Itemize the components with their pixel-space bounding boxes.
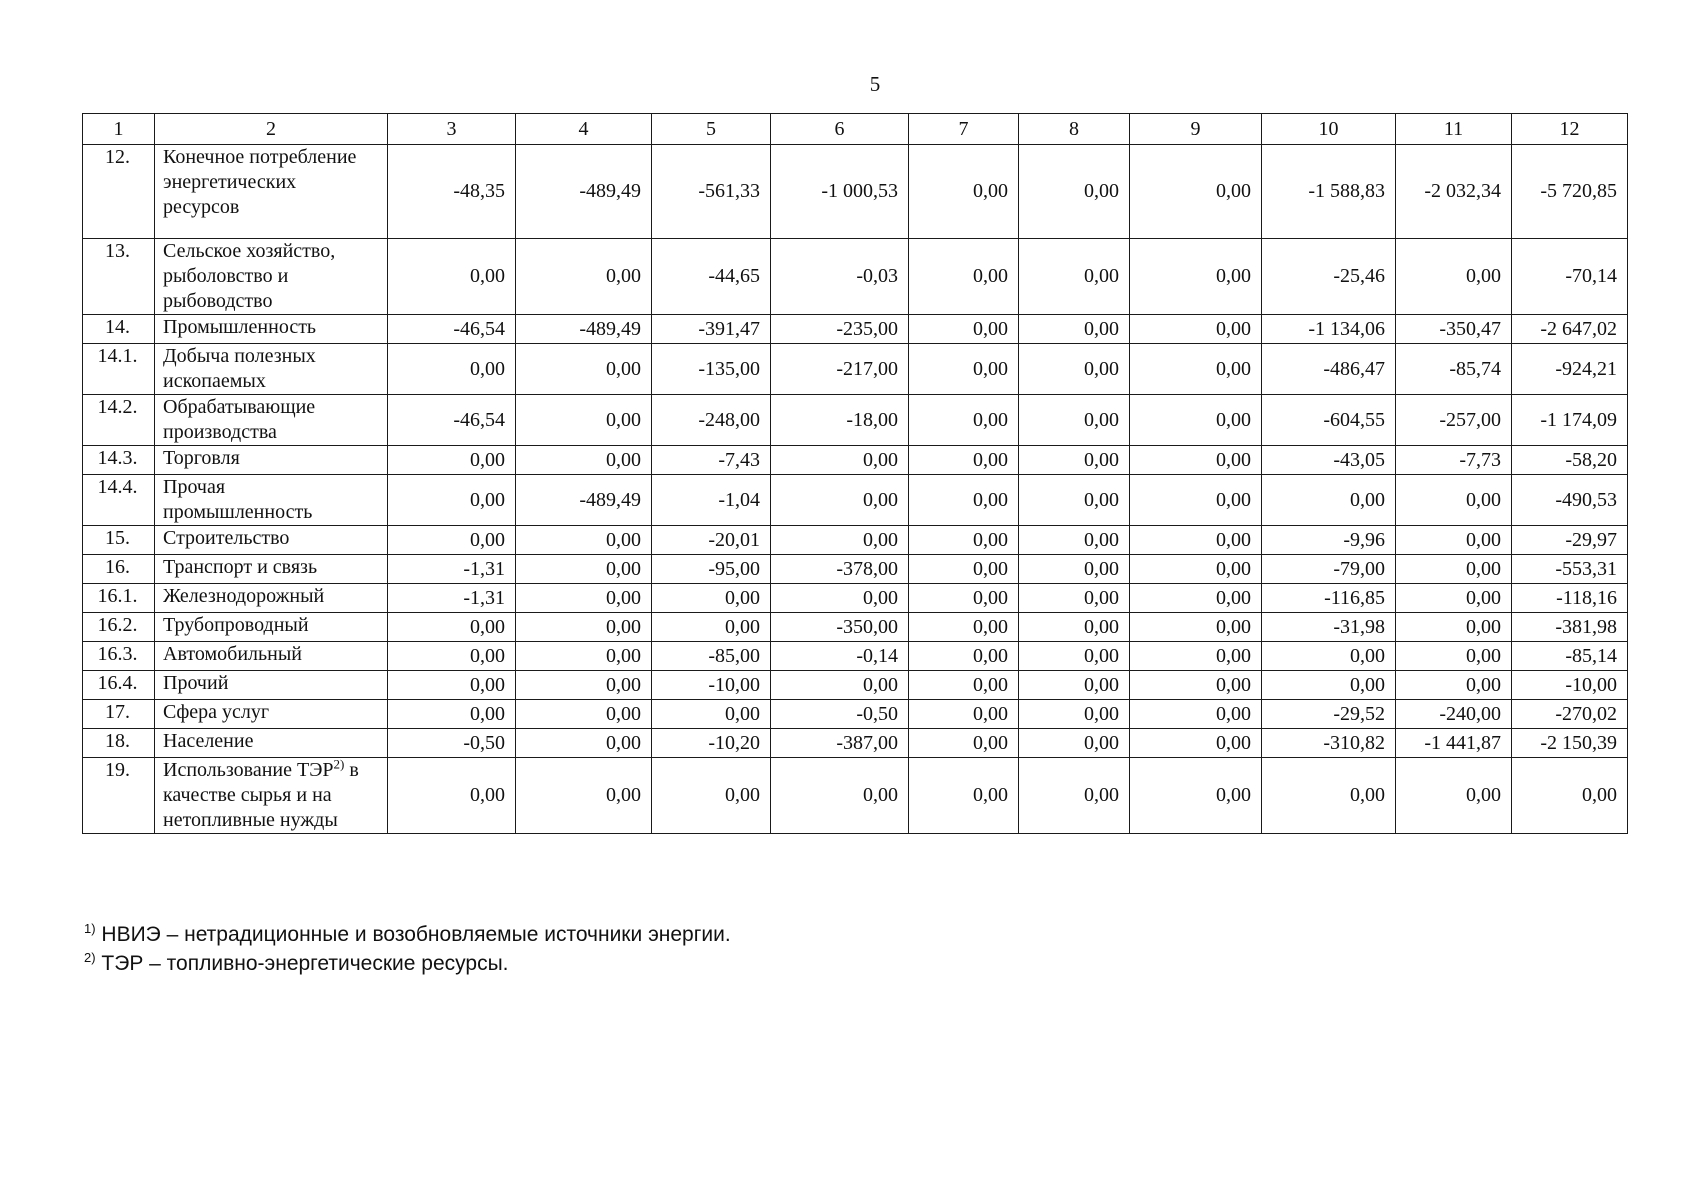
header-cell: 5 xyxy=(652,114,771,145)
footnote-mark: 1) xyxy=(84,921,96,936)
value-cell: -85,14 xyxy=(1512,642,1628,671)
value-cell: -1,31 xyxy=(388,555,516,584)
row-number: 13. xyxy=(83,239,155,315)
row-number: 18. xyxy=(83,729,155,758)
row-number: 16.1. xyxy=(83,584,155,613)
row-name-text: Трубопроводный xyxy=(163,614,309,636)
header-cell: 6 xyxy=(771,114,909,145)
value-cell: -1 441,87 xyxy=(1396,729,1512,758)
energy-balance-table xyxy=(82,113,1628,834)
value-cell: 0,00 xyxy=(1130,446,1262,475)
header-cell: 4 xyxy=(516,114,652,145)
row-name xyxy=(155,671,388,700)
value-cell: 0,00 xyxy=(1019,758,1130,834)
value-cell: -1 000,53 xyxy=(771,145,909,239)
table-row xyxy=(83,239,1628,315)
table-row xyxy=(83,526,1628,555)
value-cell: -350,47 xyxy=(1396,315,1512,344)
row-number: 15. xyxy=(83,526,155,555)
value-cell: 0,00 xyxy=(1512,758,1628,834)
table-row xyxy=(83,395,1628,446)
row-number: 14.1. xyxy=(83,344,155,395)
value-cell: -48,35 xyxy=(388,145,516,239)
value-cell: -604,55 xyxy=(1262,395,1396,446)
value-cell: 0,00 xyxy=(909,671,1019,700)
value-cell: -486,47 xyxy=(1262,344,1396,395)
value-cell: 0,00 xyxy=(516,700,652,729)
value-cell: 0,00 xyxy=(1019,642,1130,671)
row-name xyxy=(155,446,388,475)
row-name-text: Сфера услуг xyxy=(163,701,270,723)
value-cell: 0,00 xyxy=(1396,758,1512,834)
table-row xyxy=(83,700,1628,729)
row-name-text: Население xyxy=(163,730,254,752)
value-cell: 0,00 xyxy=(909,446,1019,475)
table-row xyxy=(83,446,1628,475)
row-name-text: Промышленность xyxy=(163,316,317,338)
value-cell: 0,00 xyxy=(652,700,771,729)
value-cell: 0,00 xyxy=(1019,729,1130,758)
value-cell: 0,00 xyxy=(1130,315,1262,344)
value-cell: -58,20 xyxy=(1512,446,1628,475)
value-cell: 0,00 xyxy=(1019,315,1130,344)
value-cell: 0,00 xyxy=(1130,758,1262,834)
value-cell: 0,00 xyxy=(388,700,516,729)
value-cell: 0,00 xyxy=(1130,642,1262,671)
row-number: 14.4. xyxy=(83,475,155,526)
row-name-text: Автомобильный xyxy=(163,643,302,665)
row-name-text: Добыча полезных ископаемых xyxy=(163,345,316,392)
value-cell: 0,00 xyxy=(771,671,909,700)
value-cell: 0,00 xyxy=(909,700,1019,729)
value-cell: 0,00 xyxy=(1130,555,1262,584)
value-cell: -7,43 xyxy=(652,446,771,475)
value-cell: 0,00 xyxy=(771,758,909,834)
value-cell: -310,82 xyxy=(1262,729,1396,758)
row-name-text: Обрабатывающие производства xyxy=(163,396,316,443)
value-cell: 0,00 xyxy=(909,758,1019,834)
header-cell: 2 xyxy=(155,114,388,145)
value-cell: 0,00 xyxy=(1396,475,1512,526)
row-number: 14.2. xyxy=(83,395,155,446)
value-cell: -31,98 xyxy=(1262,613,1396,642)
value-cell: -561,33 xyxy=(652,145,771,239)
value-cell: 0,00 xyxy=(1262,475,1396,526)
value-cell: -5 720,85 xyxy=(1512,145,1628,239)
value-cell: 0,00 xyxy=(1019,239,1130,315)
value-cell: -85,00 xyxy=(652,642,771,671)
value-cell: 0,00 xyxy=(1019,145,1130,239)
header-cell: 12 xyxy=(1512,114,1628,145)
value-cell: -257,00 xyxy=(1396,395,1512,446)
table-row xyxy=(83,145,1628,239)
value-cell: 0,00 xyxy=(1396,239,1512,315)
value-cell: -387,00 xyxy=(771,729,909,758)
value-cell: 0,00 xyxy=(516,642,652,671)
value-cell: -79,00 xyxy=(1262,555,1396,584)
value-cell: -489,49 xyxy=(516,145,652,239)
value-cell: -118,16 xyxy=(1512,584,1628,613)
value-cell: 0,00 xyxy=(909,239,1019,315)
row-name-text: Транспорт и связь xyxy=(163,556,318,578)
value-cell: 0,00 xyxy=(1130,729,1262,758)
value-cell: -135,00 xyxy=(652,344,771,395)
row-number: 16.2. xyxy=(83,613,155,642)
row-name xyxy=(155,315,388,344)
value-cell: -924,21 xyxy=(1512,344,1628,395)
row-name-text: Использование ТЭР xyxy=(163,759,334,781)
value-cell: -270,02 xyxy=(1512,700,1628,729)
value-cell: 0,00 xyxy=(516,671,652,700)
value-cell: -1 134,06 xyxy=(1262,315,1396,344)
row-name xyxy=(155,475,388,526)
value-cell: 0,00 xyxy=(1019,584,1130,613)
header-cell: 1 xyxy=(83,114,155,145)
row-name xyxy=(155,613,388,642)
row-name xyxy=(155,239,388,315)
value-cell: 0,00 xyxy=(388,239,516,315)
value-cell: 0,00 xyxy=(516,526,652,555)
value-cell: -235,00 xyxy=(771,315,909,344)
value-cell: -46,54 xyxy=(388,395,516,446)
header-cell: 3 xyxy=(388,114,516,145)
table-row xyxy=(83,729,1628,758)
value-cell: 0,00 xyxy=(1396,584,1512,613)
footnote-text: НВИЭ – нетрадиционные и возобновляемые источники энергии. xyxy=(95,923,731,946)
value-cell: 0,00 xyxy=(388,613,516,642)
value-cell: 0,00 xyxy=(516,344,652,395)
value-cell: 0,00 xyxy=(909,729,1019,758)
value-cell: 0,00 xyxy=(1396,613,1512,642)
header-cell: 9 xyxy=(1130,114,1262,145)
value-cell: -0,50 xyxy=(771,700,909,729)
value-cell: -350,00 xyxy=(771,613,909,642)
value-cell: -10,00 xyxy=(1512,671,1628,700)
value-cell: -0,14 xyxy=(771,642,909,671)
value-cell: 0,00 xyxy=(652,613,771,642)
value-cell: 0,00 xyxy=(909,555,1019,584)
value-cell: 0,00 xyxy=(388,642,516,671)
value-cell: 0,00 xyxy=(909,526,1019,555)
row-name xyxy=(155,526,388,555)
row-name xyxy=(155,344,388,395)
value-cell: -1 174,09 xyxy=(1512,395,1628,446)
value-cell: 0,00 xyxy=(516,584,652,613)
value-cell: -18,00 xyxy=(771,395,909,446)
value-cell: 0,00 xyxy=(909,315,1019,344)
row-name xyxy=(155,758,388,834)
value-cell: 0,00 xyxy=(1019,555,1130,584)
value-cell: 0,00 xyxy=(909,584,1019,613)
value-cell: 0,00 xyxy=(1262,671,1396,700)
value-cell: 0,00 xyxy=(1130,671,1262,700)
value-cell: 0,00 xyxy=(771,584,909,613)
value-cell: -29,52 xyxy=(1262,700,1396,729)
value-cell: -248,00 xyxy=(652,395,771,446)
value-cell: 0,00 xyxy=(516,446,652,475)
table-body xyxy=(83,145,1628,834)
value-cell: -29,97 xyxy=(1512,526,1628,555)
value-cell: 0,00 xyxy=(1130,613,1262,642)
value-cell: -553,31 xyxy=(1512,555,1628,584)
row-name-text: Торговля xyxy=(163,447,240,469)
value-cell: 0,00 xyxy=(1130,395,1262,446)
value-cell: -10,00 xyxy=(652,671,771,700)
row-name-text: Строительство xyxy=(163,527,290,549)
table-row xyxy=(83,613,1628,642)
value-cell: -20,01 xyxy=(652,526,771,555)
value-cell: 0,00 xyxy=(1396,526,1512,555)
table-row xyxy=(83,758,1628,834)
row-name xyxy=(155,642,388,671)
value-cell: 0,00 xyxy=(1130,526,1262,555)
value-cell: -44,65 xyxy=(652,239,771,315)
value-cell: 0,00 xyxy=(1262,642,1396,671)
value-cell: 0,00 xyxy=(1019,446,1130,475)
value-cell: 0,00 xyxy=(1130,475,1262,526)
value-cell: 0,00 xyxy=(652,758,771,834)
value-cell: -1 588,83 xyxy=(1262,145,1396,239)
row-name-text: Прочая промышленность xyxy=(163,476,313,523)
row-number: 12. xyxy=(83,145,155,239)
value-cell: -46,54 xyxy=(388,315,516,344)
footnote-ref: 2) xyxy=(333,756,345,772)
value-cell: 0,00 xyxy=(1130,239,1262,315)
value-cell: -2 150,39 xyxy=(1512,729,1628,758)
value-cell: 0,00 xyxy=(1019,344,1130,395)
value-cell: 0,00 xyxy=(1396,642,1512,671)
value-cell: 0,00 xyxy=(1019,395,1130,446)
row-number: 14. xyxy=(83,315,155,344)
value-cell: -489,49 xyxy=(516,475,652,526)
value-cell: -9,96 xyxy=(1262,526,1396,555)
value-cell: 0,00 xyxy=(516,729,652,758)
row-name-text: Прочий xyxy=(163,672,229,694)
row-number: 16. xyxy=(83,555,155,584)
table-row xyxy=(83,671,1628,700)
value-cell: 0,00 xyxy=(1130,145,1262,239)
value-cell: -489,49 xyxy=(516,315,652,344)
header-cell: 7 xyxy=(909,114,1019,145)
footnote xyxy=(84,920,731,949)
row-name xyxy=(155,395,388,446)
value-cell: 0,00 xyxy=(909,613,1019,642)
row-name xyxy=(155,555,388,584)
value-cell: -2 032,34 xyxy=(1396,145,1512,239)
table-row xyxy=(83,642,1628,671)
row-name xyxy=(155,584,388,613)
value-cell: 0,00 xyxy=(1130,700,1262,729)
value-cell: 0,00 xyxy=(516,395,652,446)
value-cell: -2 647,02 xyxy=(1512,315,1628,344)
row-number: 16.4. xyxy=(83,671,155,700)
value-cell: 0,00 xyxy=(388,344,516,395)
value-cell: 0,00 xyxy=(652,584,771,613)
value-cell: 0,00 xyxy=(1130,344,1262,395)
header-cell: 8 xyxy=(1019,114,1130,145)
header-cell: 11 xyxy=(1396,114,1512,145)
value-cell: -85,74 xyxy=(1396,344,1512,395)
row-number: 17. xyxy=(83,700,155,729)
value-cell: 0,00 xyxy=(388,758,516,834)
value-cell: 0,00 xyxy=(388,475,516,526)
row-name-text: Конечное потребление энергетических ресурсов xyxy=(163,146,357,218)
row-number: 16.3. xyxy=(83,642,155,671)
value-cell: -378,00 xyxy=(771,555,909,584)
value-cell: -70,14 xyxy=(1512,239,1628,315)
value-cell: 0,00 xyxy=(909,475,1019,526)
value-cell: -7,73 xyxy=(1396,446,1512,475)
value-cell: 0,00 xyxy=(1019,671,1130,700)
value-cell: -95,00 xyxy=(652,555,771,584)
row-number: 14.3. xyxy=(83,446,155,475)
value-cell: 0,00 xyxy=(1396,555,1512,584)
table-row xyxy=(83,584,1628,613)
value-cell: -240,00 xyxy=(1396,700,1512,729)
footnotes xyxy=(84,920,731,978)
row-name xyxy=(155,729,388,758)
value-cell: 0,00 xyxy=(1019,613,1130,642)
value-cell: -381,98 xyxy=(1512,613,1628,642)
page-number: 5 xyxy=(869,72,881,96)
value-cell: 0,00 xyxy=(909,145,1019,239)
row-name-text: Железнодорожный xyxy=(163,585,325,607)
value-cell: 0,00 xyxy=(1019,475,1130,526)
value-cell: 0,00 xyxy=(516,613,652,642)
value-cell: 0,00 xyxy=(388,526,516,555)
value-cell: 0,00 xyxy=(516,555,652,584)
table-row xyxy=(83,555,1628,584)
value-cell: 0,00 xyxy=(388,446,516,475)
table-row xyxy=(83,315,1628,344)
value-cell: 0,00 xyxy=(516,239,652,315)
row-number: 19. xyxy=(83,758,155,834)
value-cell: 0,00 xyxy=(1130,584,1262,613)
value-cell: 0,00 xyxy=(516,758,652,834)
value-cell: -116,85 xyxy=(1262,584,1396,613)
table-row xyxy=(83,344,1628,395)
value-cell: 0,00 xyxy=(388,671,516,700)
header-cell: 10 xyxy=(1262,114,1396,145)
value-cell: -25,46 xyxy=(1262,239,1396,315)
value-cell: 0,00 xyxy=(771,526,909,555)
value-cell: -10,20 xyxy=(652,729,771,758)
value-cell: -217,00 xyxy=(771,344,909,395)
value-cell: 0,00 xyxy=(1396,671,1512,700)
row-name xyxy=(155,700,388,729)
value-cell: 0,00 xyxy=(1019,700,1130,729)
row-name xyxy=(155,145,388,239)
value-cell: 0,00 xyxy=(909,642,1019,671)
value-cell: 0,00 xyxy=(1262,758,1396,834)
value-cell: -490,53 xyxy=(1512,475,1628,526)
value-cell: -0,03 xyxy=(771,239,909,315)
value-cell: 0,00 xyxy=(771,475,909,526)
row-name-text: в качестве сырья и на нетопливные нужды xyxy=(163,759,359,831)
footnote-text: ТЭР – топливно-энергетические ресурсы. xyxy=(95,952,509,975)
value-cell: 0,00 xyxy=(909,395,1019,446)
footnote xyxy=(84,949,731,978)
value-cell: -0,50 xyxy=(388,729,516,758)
footnote-mark: 2) xyxy=(84,950,96,965)
value-cell: -391,47 xyxy=(652,315,771,344)
value-cell: -1,31 xyxy=(388,584,516,613)
table-header-row xyxy=(83,114,1628,145)
value-cell: 0,00 xyxy=(1019,526,1130,555)
value-cell: -1,04 xyxy=(652,475,771,526)
value-cell: 0,00 xyxy=(771,446,909,475)
value-cell: -43,05 xyxy=(1262,446,1396,475)
table-row xyxy=(83,475,1628,526)
value-cell: 0,00 xyxy=(909,344,1019,395)
row-name-text: Сельское хозяйство, рыболовство и рыбоводство xyxy=(163,240,336,312)
